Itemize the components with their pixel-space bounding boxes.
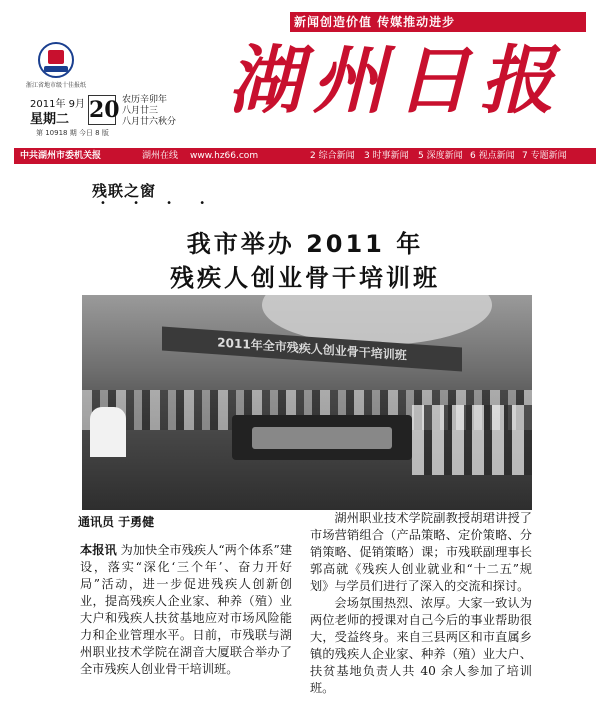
site-url-link[interactable]: www.hz66.com	[190, 151, 259, 161]
body-left	[80, 542, 292, 678]
site-label: 湖州在线	[142, 151, 179, 161]
section-link-5[interactable]: 5 深度新闻	[418, 151, 463, 161]
right-paragraph-2: 会场氛围热烈、浓厚。大家一致认为两位老师的授课对自己今后的事业帮助很大，受益终身。来自三县两区和市直属乡镇的残疾人企业家、种养（殖）业大户、扶贫基地负责人共 40 余人参加了培训班。	[310, 596, 532, 695]
masthead	[0, 0, 600, 150]
section-link-7[interactable]: 7 专题新闻	[522, 151, 567, 161]
section-link-2[interactable]: 2 综合新闻	[310, 151, 355, 161]
lunar-line-1: 农历辛卯年	[122, 95, 168, 105]
section-link-6[interactable]: 6 视点新闻	[470, 151, 515, 161]
column-dots: • • • •	[100, 198, 218, 209]
lunar-date	[122, 95, 202, 128]
audience-right	[412, 405, 532, 475]
table-cloth	[252, 427, 392, 449]
date-block	[30, 95, 230, 135]
speaker-figure	[90, 407, 126, 457]
body-right	[310, 510, 532, 697]
right-paragraph-1: 湖州职业技术学院副教授胡珺讲授了市场营销组合（产品策略、定价策略、分销策略、促销策略）课；市残联副理事长郭高就《残疾人创业就业和“十二五”规划》与学员们进行了深入的交流和探讨。	[310, 511, 532, 593]
newspaper-title: 湖州日报	[228, 38, 564, 124]
info-bar	[14, 148, 596, 164]
lunar-line-3: 八月廿六秋分	[122, 117, 177, 127]
date-day: 20	[89, 97, 120, 123]
date-weekday: 星期二	[30, 112, 70, 127]
byline: 通讯员 于勇健	[78, 515, 155, 529]
newspaper-logo	[18, 42, 94, 98]
lead-tag: 本报讯	[80, 543, 117, 557]
logo-caption: 浙江省地市级十佳报纸	[25, 82, 86, 89]
news-photo	[82, 295, 532, 510]
issue-number: 第 10918 期 今日 8 版	[36, 129, 109, 137]
lunar-line-2: 八月廿三	[122, 106, 159, 116]
section-link-3[interactable]: 3 时事新闻	[364, 151, 409, 161]
photo-banner: 2011年全市残疾人创业骨干培训班	[162, 327, 462, 372]
slogan-bar: 新闻创造价值 传媒推动进步	[290, 12, 586, 32]
column-tag: 残联之窗	[92, 182, 157, 200]
emblem-icon	[38, 42, 74, 78]
org-label: 中共湖州市委机关报	[20, 151, 102, 161]
date-year-month: 2011年 9月	[30, 99, 85, 110]
left-body-text: 为加快全市残疾人“两个体系”建设，落实“深化‘三个年’、奋力开好局”活动，进一步促进残疾人创新创业，提高残疾人企业家、种养（殖）业大户和残疾人扶贫基地应对市场风险能力和企业管理水平。日前，市残联与湖州职业技术学院在湖音大厦联合举办了全市残疾人创业骨干培训班。	[80, 543, 293, 676]
headline-line-2: 残疾人创业骨干培训班	[170, 264, 440, 292]
headline-line-1: 我市举办 2011 年	[186, 230, 424, 258]
